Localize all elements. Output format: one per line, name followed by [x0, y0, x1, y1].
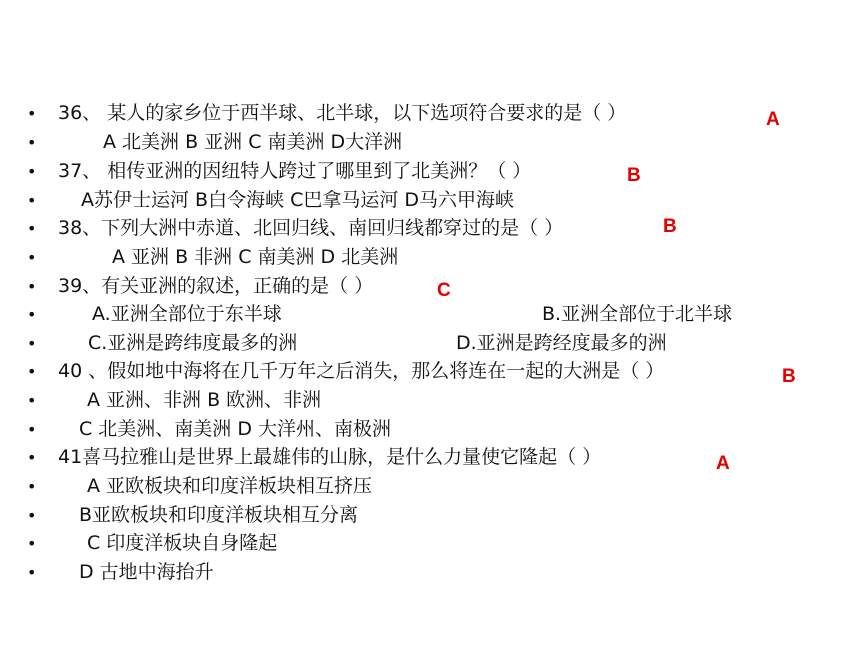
answer-41: A: [716, 453, 730, 474]
line-text: 41喜马拉雅山是世界上最雄伟的山脉，是什么力量使它隆起（ ）: [58, 446, 602, 468]
bullet: •: [27, 477, 37, 496]
bullet: •: [27, 334, 37, 353]
bullet: •: [27, 219, 37, 238]
question-41-option-d: [0, 558, 860, 587]
bullet: •: [27, 162, 37, 181]
question-41-option-b: [0, 501, 860, 530]
bullet: •: [27, 391, 37, 410]
line-text: 39、有关亚洲的叙述，正确的是（ ）: [58, 275, 374, 297]
question-39-options-cd: [0, 329, 860, 358]
line-text: A 亚洲 B 非洲 C 南美洲 D 北美洲: [112, 246, 399, 268]
question-39-stem: [0, 272, 860, 301]
line-text: A 亚洲、非洲 B 欧洲、非洲: [87, 389, 322, 411]
question-41-stem: [0, 443, 860, 472]
bullet: •: [27, 191, 37, 210]
line-text: 40 、假如地中海将在几千万年之后消失，那么将连在一起的大洲是（ ）: [58, 360, 665, 382]
answer-40: B: [782, 366, 796, 387]
bullet: •: [27, 534, 37, 553]
line-text: 38、下列大洲中赤道、北回归线、南回归线都穿过的是（ ）: [58, 217, 564, 239]
bullet: •: [27, 248, 37, 267]
line-text: B亚欧板块和印度洋板块相互分离: [79, 504, 359, 526]
line-text: C 北美洲、南美洲 D 大洋州、南极洲: [79, 418, 392, 440]
question-38-stem: [0, 214, 860, 243]
option-a: A.亚洲全部位于东半球: [92, 303, 282, 325]
bullet: •: [27, 305, 37, 324]
option-b: B.亚洲全部位于北半球: [542, 303, 733, 325]
option-c: C.亚洲是跨纬度最多的洲: [88, 332, 298, 354]
question-41-option-c: [0, 529, 860, 558]
line-text: A 北美洲 B 亚洲 C 南美洲 D大洋洲: [103, 131, 403, 153]
line-text: 36、 某人的家乡位于西半球、北半球，以下选项符合要求的是（ ）: [58, 102, 627, 124]
question-41-option-a: [0, 472, 860, 501]
bullet: •: [27, 420, 37, 439]
answer-36: A: [766, 109, 780, 130]
bullet: •: [27, 133, 37, 152]
answer-37: B: [627, 165, 641, 186]
question-36-stem: [0, 99, 860, 128]
bullet: •: [27, 277, 37, 296]
question-40-options-ab: [0, 386, 860, 415]
bullet: •: [27, 563, 37, 582]
question-40-options-cd: [0, 415, 860, 444]
answer-38: B: [663, 216, 677, 237]
bullet: •: [27, 506, 37, 525]
bullet: •: [27, 104, 37, 123]
line-text: A苏伊士运河 B白令海峡 C巴拿马运河 D马六甲海峡: [81, 189, 515, 211]
line-text: C 印度洋板块自身隆起: [87, 532, 278, 554]
bullet: •: [27, 448, 37, 467]
question-37-stem: [0, 157, 860, 186]
bullet: •: [27, 362, 37, 381]
question-38-options: [0, 243, 860, 272]
question-39-options-ab: [0, 300, 860, 329]
question-37-options: [0, 186, 860, 215]
line-text: D 古地中海抬升: [79, 561, 214, 583]
line-text: 37、 相传亚洲的因纽特人跨过了哪里到了北美洲？（ ）: [58, 160, 532, 182]
option-d: D.亚洲是跨经度最多的洲: [456, 332, 667, 354]
answer-39: C: [437, 280, 451, 301]
question-36-options: [0, 128, 860, 157]
question-40-stem: [0, 357, 860, 386]
line-text: A 亚欧板块和印度洋板块相互挤压: [87, 475, 373, 497]
